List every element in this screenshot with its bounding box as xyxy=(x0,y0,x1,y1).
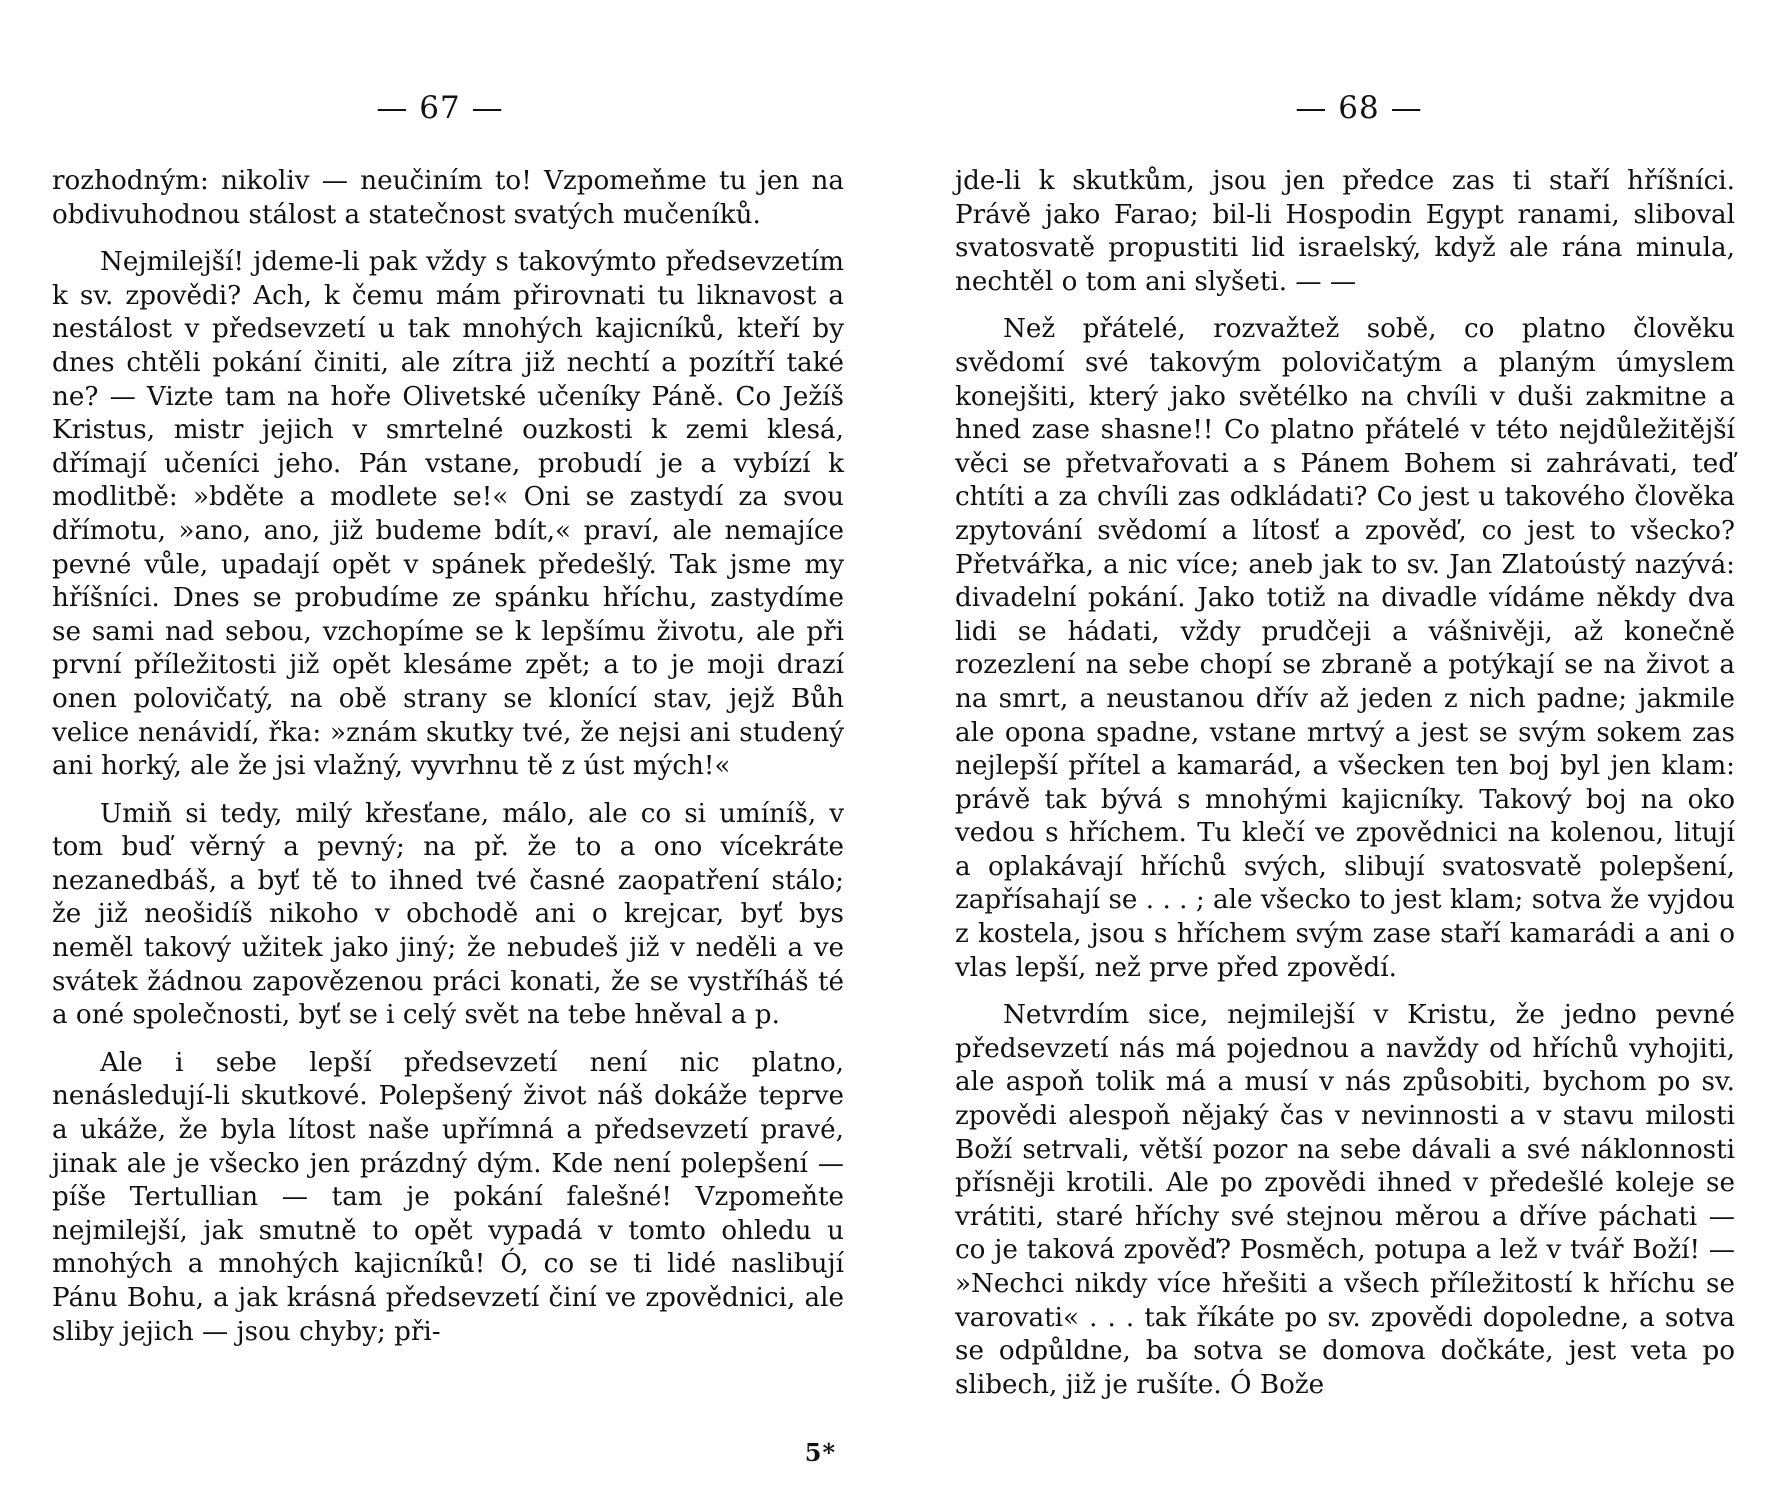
page-body xyxy=(52,165,844,1363)
right-page xyxy=(955,0,1735,1500)
paragraph: Ale i sebe lepší předsevzetí není nic platno, nenásledují-li skutkové. Polepšený život náš dokáže teprve a ukáže, že byla lítost naše upřímná a předsevzetí pravé, jinak ale je všecko jen prázdný dým. Kde není polepšení — píše Tertullian — tam je pokání falešné! Vzpomeňte nejmilejší, jak smutně to opět vypadá v tomto ohledu u mnohých a mnohých kajicníků! Ó, co se ti lidé naslibují Pánu Bohu, a jak krásná předsevzetí činí ve zpovědnici, ale sliby jejich — jsou chyby; při- xyxy=(52,1047,844,1347)
page-number: — 67 — xyxy=(376,90,504,126)
page-number: — 68 — xyxy=(1295,90,1423,126)
paragraph: jde-li k skutkům, jsou jen předce zas ti staří hříšníci. Právě jako Farao; bil-li Hospodin Egypt ranami, sliboval svatosvatě propustiti lid israelský, když ale rána minula, nechtěl o tom ani slyšeti. — — xyxy=(955,166,1735,297)
page-body xyxy=(955,165,1735,1416)
paragraph: Netvrdím sice, nejmilejší v Kristu, že jedno pevné předsevzetí nás má pojednou a navždy od hříchů vyhojiti, ale aspoň tolik má a musí v nás způsobiti, bychom po sv. zpovědi alespoň nějaký čas v nevinnosti a v stavu milosti Boží setrvali, větší pozor na sebe dávali a své náklonnosti přísněji krotili. Ale po zpovědi ihned v předešlé koleje se vrátiti, staré hříchy své stejnou měrou a dříve páchati — co je taková zpověď? Posměch, potupa a lež v tvář Boží! — »Nechci nikdy více hřešiti a všech příležitostí k hříchu se varovati« . . . tak říkáte po sv. zpovědi dopoledne, a sotva se odpůldne, ba sotva se domova dočkáte, jest veta po slibech, již je rušíte. Ó Bože xyxy=(955,1000,1735,1400)
paragraph: rozhodným: nikoliv — neučiním to! Vzpomeňme tu jen na obdivuhodnou stálost a statečnost svatých mučeníků. xyxy=(52,166,844,230)
paragraph: Umiň si tedy, milý křesťane, málo, ale co si umíníš, v tom buď věrný a pevný; na př. že to a ono vícekráte nezanedbáš, a byť tě to ihned tvé časné zaopatření stálo; že již neošidíš nikoho v obchodě ani o krejcar, byť bys neměl takový užitek jako jiný; že nebudeš již v neděli a ve svátek žádnou zapovězenou práci konati, že se vystříháš té a oné společnosti, byť se i celý svět na tebe hněval a p. xyxy=(52,798,844,1031)
paragraph: Nejmilejší! jdeme-li pak vždy s takovýmto předsevzetím k sv. zpovědi? Ach, k čemu mám přirovnati tu liknavost a nestálost v předsevzetí u tak mnohých kajicníků, kteří by dnes chtěli pokání činiti, ale zítra již nechtí a pozítří také ne? — Vizte tam na hoře Olivetské učeníky Páně. Co Ježíš Kristus, mistr jejich v smrtelné ouzkosti k zemi klesá, dřímají učeníci jeho. Pán vstane, probudí je a vybízí k modlitbě: »bděte a modlete se!« Oni se zastydí za svou dřímotu, »ano, ano, již budeme bdít,« praví, ale nemajíce pevné vůle, upadají opět v spánek předešlý. Tak jsme my hříšníci. Dnes se probudíme ze spánku hříchu, zastydíme se sami nad sebou, vzchopíme se k lepšímu životu, ale při první příležitosti již opět klesáme zpět; a to je moji drazí onen polovičatý, na obě strany se klonící stav, jejž Bůh velice nenávidí, řka: »znám skutky tvé, že nejsi ani studený ani horký, ale že jsi vlažný, vyvrhnu tě z úst mých!« xyxy=(52,247,844,782)
signature-mark: 5* xyxy=(804,1438,836,1467)
left-page xyxy=(52,0,844,1500)
paragraph: Než přátelé, rozvažtež sobě, co platno člověku svědomí své takovým polovičatým a planým úmyslem konejšiti, který jako světélko na chvíli v duši zakmitne a hned zase shasne!! Co platno přátelé v této nejdůležitější věci se přetvařovati a s Pánem Bohem si zahrávati, teď chtíti a za chvíli zas odkládati? Co jest u takového člověka zpytování svědomí a lítosť a zpověď, co jest to všecko? Přetvářka, a nic více; aneb jak to sv. Jan Zlatoústý nazývá: divadelní pokání. Jako totiž na divadle vídáme někdy dva lidi se hádati, vždy prudčeji a vášnivěji, až konečně rozezlení na sebe chopí se zbraně a potýkají se na život a na smrt, a neustanou dřív až jeden z nich padne; jakmile ale opona spadne, vstane mrtvý a jest se svým sokem zas nejlepší přítel a kamarád, a všecken ten boj byl jen klam: právě tak bývá s mnohými kajicníky. Takový boj na oko vedou s hříchem. Tu klečí ve zpovědnici na kolenou, litují a oplakávají hříchů svých, slibují svatosvatě polepšení, zapřísahají se . . . ; ale všecko to jest klam; sotva že vyjdou z kostela, jsou s hříchem svým zase staří kamarádi a ani o vlas lepší, než prve před zpovědí. xyxy=(955,314,1735,983)
